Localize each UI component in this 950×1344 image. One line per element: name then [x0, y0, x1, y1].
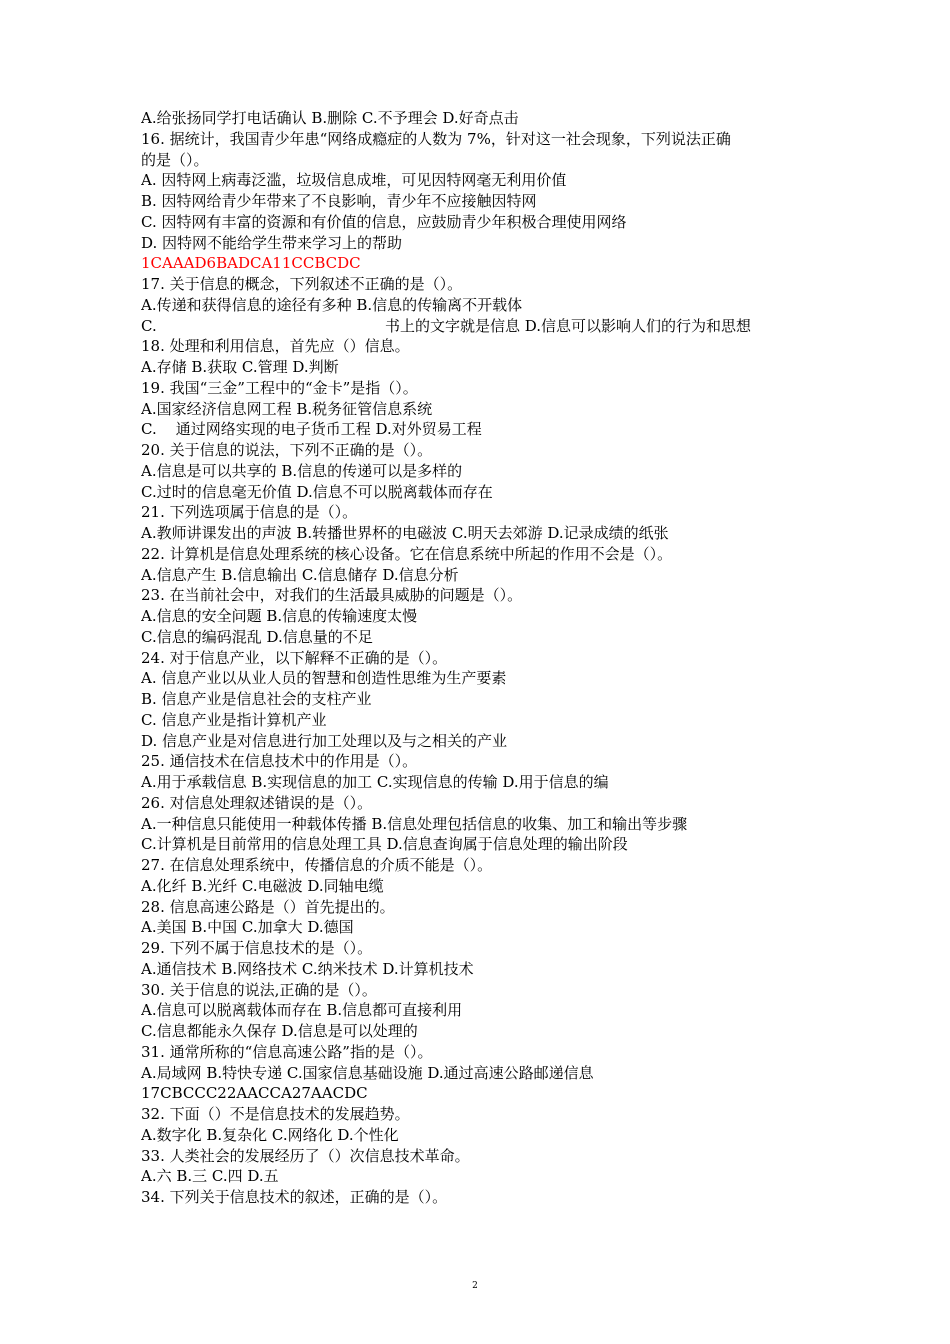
question-24: 24. 对于信息产业，以下解释不正确的是（）。 [141, 648, 448, 667]
option-line: A.局域网 B.特快专递 C.国家信息基础设施 D.通过高速公路邮递信息 [141, 1063, 594, 1082]
option-line: A.教师讲课发出的声波 B.转播世界杯的电磁波 C.明天去郊游 D.记录成绩的纸张 [141, 524, 669, 542]
question-29: 29. 下列不属于信息技术的是（）。 [141, 939, 373, 957]
option-line: A. 信息产业以从业人员的智慧和创造性思维为生产要素 [141, 669, 507, 688]
option-line: A.化纤 B.光纤 C.电磁波 D.同轴电缆 [141, 876, 384, 895]
question-27: 27. 在信息处理系统中，传播信息的介质不能是（）。 [141, 856, 493, 874]
question-22: 22. 计算机是信息处理系统的核心设备。它在信息系统中所起的作用不会是（）。 [141, 544, 673, 563]
question-16: 16. 据统计，我国青少年患“网络成瘾症的人数为 7%，针对这一社会现象，下列说法正确 [141, 129, 731, 148]
option-line: A. 因特网上病毒泛滥，垃圾信息成堆，可见因特网毫无利用价值 [141, 171, 567, 190]
option-label: C. [141, 316, 157, 335]
option-line: A.传递和获得信息的途径有多种 B.信息的传输离不开载体 [141, 295, 523, 314]
answer-key: 17CBCCC22AACCA27AACDC [141, 1084, 368, 1103]
option-line: A.一种信息只能使用一种载体传播 B.信息处理包括信息的收集、加工和输出等步骤 [141, 814, 688, 833]
answer-key: 1CAAAD6BADCA11CCBCDC [141, 254, 361, 273]
option-line: C. 信息产业是指计算机产业 [141, 710, 327, 729]
option-text: 书上的文字就是信息 D.信息可以影响人们的行为和思想 [385, 316, 752, 335]
question-34: 34. 下列关于信息技术的叙述，正确的是（）。 [141, 1188, 448, 1206]
option-line: A.数字化 B.复杂化 C.网络化 D.个性化 [141, 1125, 399, 1144]
option-line: A.信息的安全问题 B.信息的传输速度太慢 [141, 607, 418, 625]
option-line: C.信息都能永久保存 D.信息是可以处理的 [141, 1022, 418, 1040]
question-31: 31. 通常所称的“信息高速公路”指的是（）。 [141, 1042, 433, 1061]
option-line: D. 因特网不能给学生带来学习上的帮助 [141, 233, 403, 252]
question-16-continued: 的是（）。 [141, 150, 209, 169]
option-line: A.信息产生 B.信息输出 C.信息储存 D.信息分析 [141, 565, 459, 584]
option-line: B. 信息产业是信息社会的支柱产业 [141, 690, 372, 708]
option-line: A.存储 B.获取 C.管理 D.判断 [141, 358, 339, 376]
option-line [141, 316, 821, 337]
option-line: A.美国 B.中国 C.加拿大 D.德国 [141, 918, 354, 937]
option-line: C. 因特网有丰富的资源和有价值的信息，应鼓励青少年积极合理使用网络 [141, 212, 627, 231]
option-line: C.过时的信息毫无价值 D.信息不可以脱离载体而存在 [141, 482, 493, 501]
question-19: 19. 我国“三金”工程中的“金卡”是指（）。 [141, 378, 418, 397]
question-32: 32. 下面（）不是信息技术的发展趋势。 [141, 1105, 410, 1123]
question-17: 17. 关于信息的概念，下列叙述不正确的是（）。 [141, 275, 463, 293]
question-18: 18. 处理和利用信息，首先应（）信息。 [141, 337, 410, 356]
option-line: C. 通过网络实现的电子货币工程 D.对外贸易工程 [141, 420, 482, 439]
question-25: 25. 通信技术在信息技术中的作用是（）。 [141, 752, 418, 771]
option-line: B. 因特网给青少年带来了不良影响，青少年不应接触因特网 [141, 192, 537, 210]
question-30: 30. 关于信息的说法,正确的是（）。 [141, 980, 377, 999]
page-content [141, 108, 821, 1208]
option-line: D. 信息产业是对信息进行加工处理以及与之相关的产业 [141, 731, 508, 750]
page-number: 2 [472, 1281, 478, 1291]
option-line: A.国家经济信息网工程 B.税务征管信息系统 [141, 399, 433, 418]
question-26: 26. 对信息处理叙述错误的是（）。 [141, 793, 373, 812]
option-line: C.计算机是目前常用的信息处理工具 D.信息查询属于信息处理的输出阶段 [141, 835, 628, 854]
question-28: 28. 信息高速公路是（）首先提出的。 [141, 897, 395, 916]
option-line: A.用于承载信息 B.实现信息的加工 C.实现信息的传输 D.用于信息的编 [141, 773, 609, 791]
question-23: 23. 在当前社会中，对我们的生活最具威胁的问题是（）。 [141, 586, 523, 605]
question-21: 21. 下列选项属于信息的是（）。 [141, 503, 358, 522]
option-line: A.信息可以脱离载体而存在 B.信息都可直接利用 [141, 1001, 463, 1020]
option-line: A.六 B.三 C.四 D.五 [141, 1167, 279, 1186]
option-line: A.给张扬同学打电话确认 B.删除 C.不予理会 D.好奇点击 [141, 109, 519, 127]
option-line: C.信息的编码混乱 D.信息量的不足 [141, 627, 373, 646]
option-line: A.通信技术 B.网络技术 C.纳米技术 D.计算机技术 [141, 959, 474, 978]
question-33: 33. 人类社会的发展经历了（）次信息技术革命。 [141, 1146, 470, 1165]
question-20: 20. 关于信息的说法，下列不正确的是（）。 [141, 441, 433, 459]
option-line: A.信息是可以共享的 B.信息的传递可以是多样的 [141, 461, 463, 480]
